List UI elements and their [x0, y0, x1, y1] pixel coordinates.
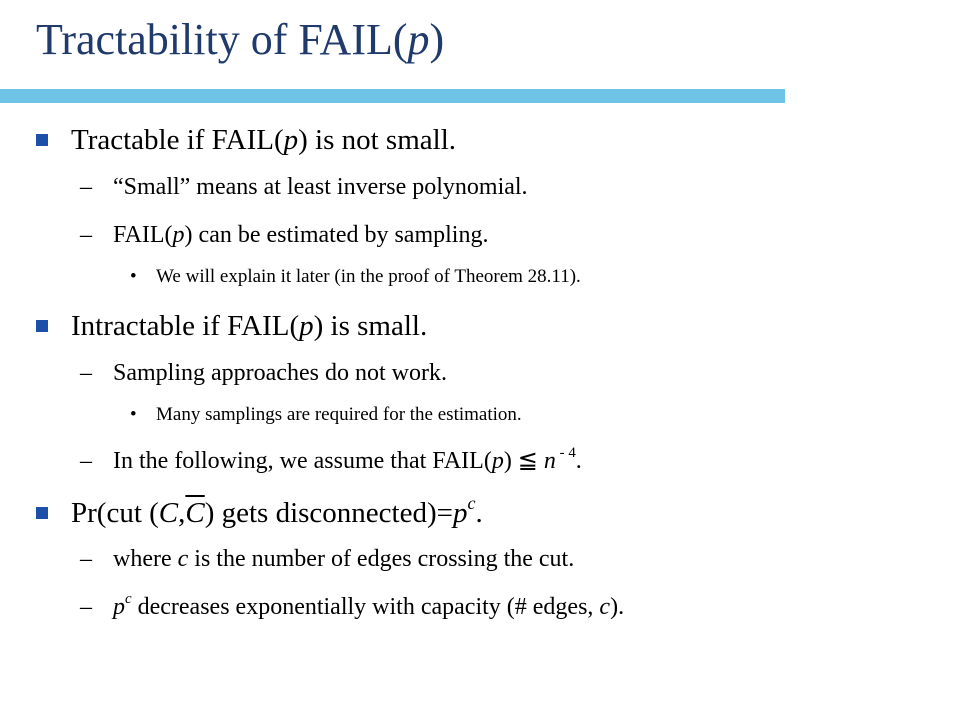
var: p	[172, 222, 185, 248]
text: decreases exponentially with capacity (# edges,	[131, 594, 600, 620]
text: We will explain it later (in the proof of Theorem 28.11).	[156, 266, 581, 287]
bullet-tractable	[36, 124, 456, 157]
text: “Small” means at least inverse polynomial.	[113, 174, 528, 200]
dash-icon: –	[80, 594, 92, 620]
text: .	[575, 448, 582, 474]
var: p	[283, 124, 299, 156]
title-text: Tractability of FAIL(	[36, 15, 408, 64]
text: FAIL(	[113, 222, 173, 248]
text: ) can be estimated by sampling.	[184, 222, 489, 248]
square-bullet-icon	[36, 134, 48, 146]
title-accent-bar	[0, 89, 785, 103]
dash-icon: –	[80, 448, 92, 474]
text: Intractable if FAIL(	[71, 310, 300, 342]
sub-bullet-exponential-decrease	[80, 590, 625, 621]
exponent: c	[125, 590, 132, 607]
sub-bullet-estimated-by-sampling	[80, 222, 488, 249]
dash-icon: –	[80, 546, 92, 572]
bullet-intractable	[36, 310, 427, 343]
title-var: p	[407, 15, 430, 64]
var: p	[113, 594, 125, 620]
var: p	[299, 310, 314, 342]
var: p	[491, 448, 504, 474]
text: .	[475, 497, 483, 529]
sub-bullet-c-definition	[80, 546, 574, 573]
text: Tractable if FAIL(	[71, 124, 284, 156]
var: n	[543, 448, 556, 474]
var: c	[599, 594, 611, 620]
dot-icon: •	[130, 404, 137, 425]
dash-icon: –	[80, 222, 92, 248]
square-bullet-icon	[36, 320, 48, 332]
dash-icon: –	[80, 360, 92, 386]
sub-bullet-sampling-fails	[80, 360, 447, 387]
var: C	[158, 497, 179, 529]
subsub-bullet-many-samplings	[130, 404, 522, 426]
sub-bullet-small-definition	[80, 174, 528, 201]
dash-icon: –	[80, 174, 92, 200]
text: Many samplings are required for the estimation.	[156, 404, 522, 425]
title-text-end: )	[429, 15, 445, 64]
var: c	[177, 546, 189, 572]
text: where	[113, 546, 178, 572]
text: ).	[610, 594, 625, 620]
square-bullet-icon	[36, 507, 48, 519]
text: ,	[178, 497, 186, 529]
text: In the following, we assume that FAIL(	[113, 448, 492, 474]
exponent: c	[467, 492, 476, 513]
text: Pr(cut (	[71, 497, 159, 529]
exponent: - 4	[555, 444, 576, 461]
text: ) ≦	[503, 448, 544, 474]
text: ) is not small.	[298, 124, 457, 156]
dot-icon: •	[130, 266, 137, 287]
text: ) gets disconnected)=	[204, 497, 453, 529]
text: Sampling approaches do not work.	[113, 360, 447, 386]
slide-title	[36, 14, 444, 65]
subsub-bullet-explain-later	[130, 266, 581, 288]
text: is the number of edges crossing the cut.	[188, 546, 575, 572]
var: p	[453, 497, 468, 529]
bullet-cut-probability	[36, 492, 483, 530]
sub-bullet-assumption	[80, 446, 582, 475]
text: ) is small.	[313, 310, 428, 342]
var-complement: $\overline{C}$	[185, 497, 205, 529]
